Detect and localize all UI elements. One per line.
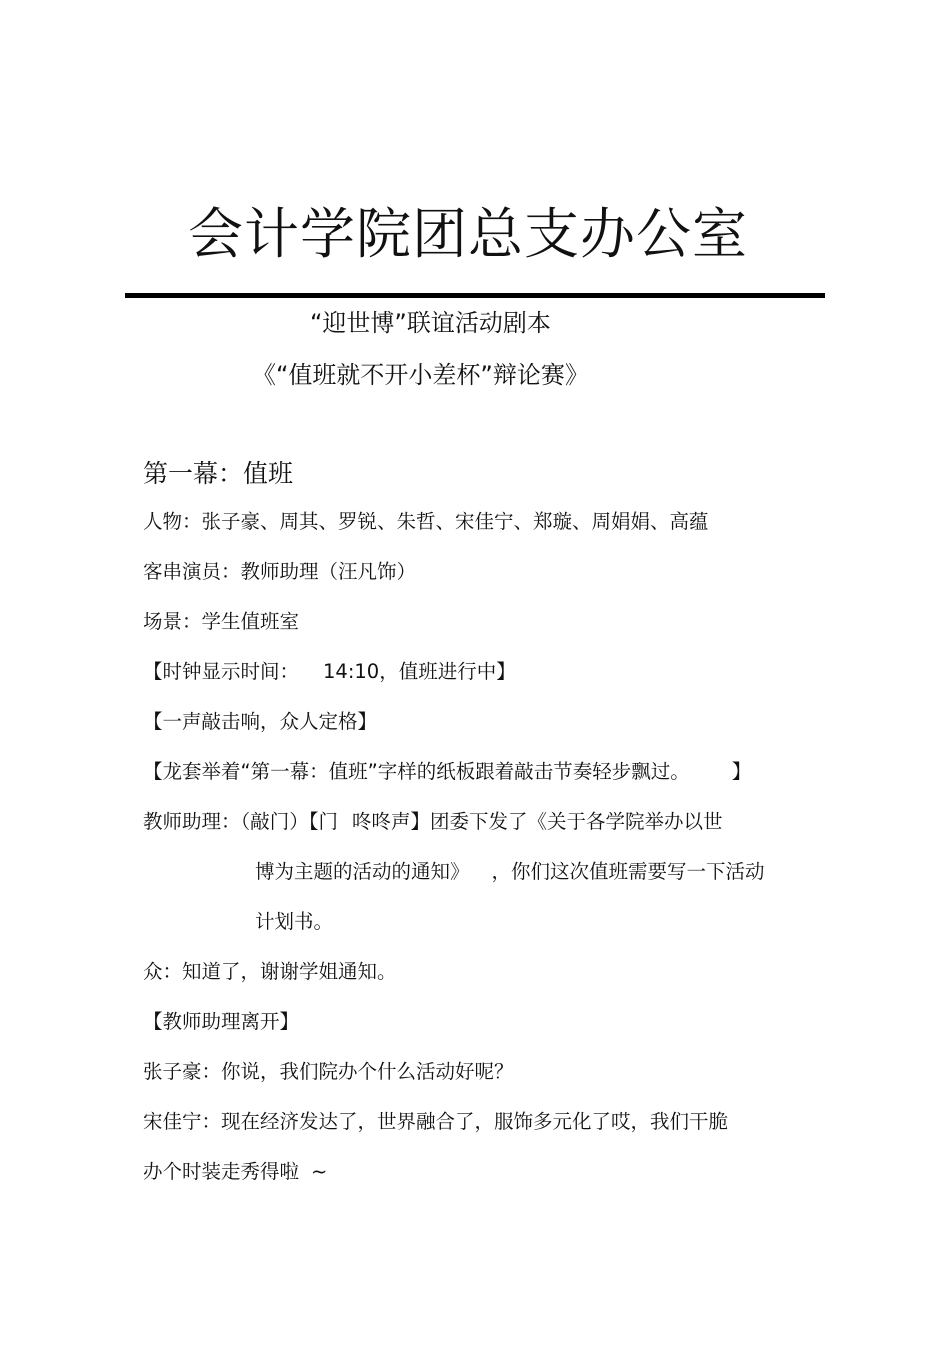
song-line-2-tilde: ~ — [311, 1160, 328, 1183]
act-one-heading: 第一幕：值班 — [143, 459, 294, 488]
song-line-2 — [143, 1157, 327, 1187]
clock-direction-part1: 【时钟显示时间： — [143, 660, 300, 683]
board-direction — [143, 757, 751, 787]
teacher-line-1-part1: 教师助理：（敲门）【门 — [143, 810, 339, 833]
crowd-line: 众：知道了，谢谢学姐通知。 — [143, 960, 397, 983]
zhang-line: 张子豪：你说，我们院办个什么活动好呢？ — [143, 1060, 514, 1083]
board-direction-text: 【龙套举着“第一幕：值班”字样的纸板跟着敲击节奏轻步飘过。 — [143, 760, 690, 783]
script-subtitle: “迎世博”联谊活动剧本 — [310, 309, 551, 337]
clock-direction — [143, 657, 516, 687]
teacher-line-2 — [255, 857, 765, 887]
debate-title: 《“值班就不开小差杯”辩论赛》 — [252, 361, 589, 389]
header-divider — [125, 293, 825, 298]
office-header-title: 会计学院团总支办公室 — [188, 202, 749, 266]
teacher-line-1 — [143, 807, 723, 837]
teacher-line-3: 计划书。 — [255, 910, 334, 933]
teacher-line-1-part2: 咚咚声】团委下发了《关于各学院举办以世 — [352, 810, 723, 833]
guest-actor-line: 客串演员：教师助理（汪凡饰） — [143, 560, 417, 583]
teacher-line-2-part2: ，你们这次值班需要写一下活动 — [491, 860, 765, 883]
knock-direction: 【一声敲击响，众人定格】 — [143, 710, 378, 733]
teacher-line-2-part1: 博为主题的活动的通知》 — [255, 860, 470, 883]
clock-direction-part2: 14:10，值班进行中】 — [323, 660, 516, 683]
song-line-2-part1: 办个时装走秀得啦 — [143, 1160, 300, 1183]
song-line-1: 宋佳宁：现在经济发达了，世界融合了，服饰多元化了哎，我们干脆 — [143, 1110, 729, 1133]
characters-line: 人物：张子豪、周其、罗锐、朱哲、宋佳宁、郑璇、周娟娟、高蕴 — [143, 510, 709, 533]
scene-line: 场景：学生值班室 — [143, 610, 300, 633]
teacher-leaves-direction: 【教师助理离开】 — [143, 1010, 300, 1033]
board-direction-close: 】 — [731, 760, 752, 783]
